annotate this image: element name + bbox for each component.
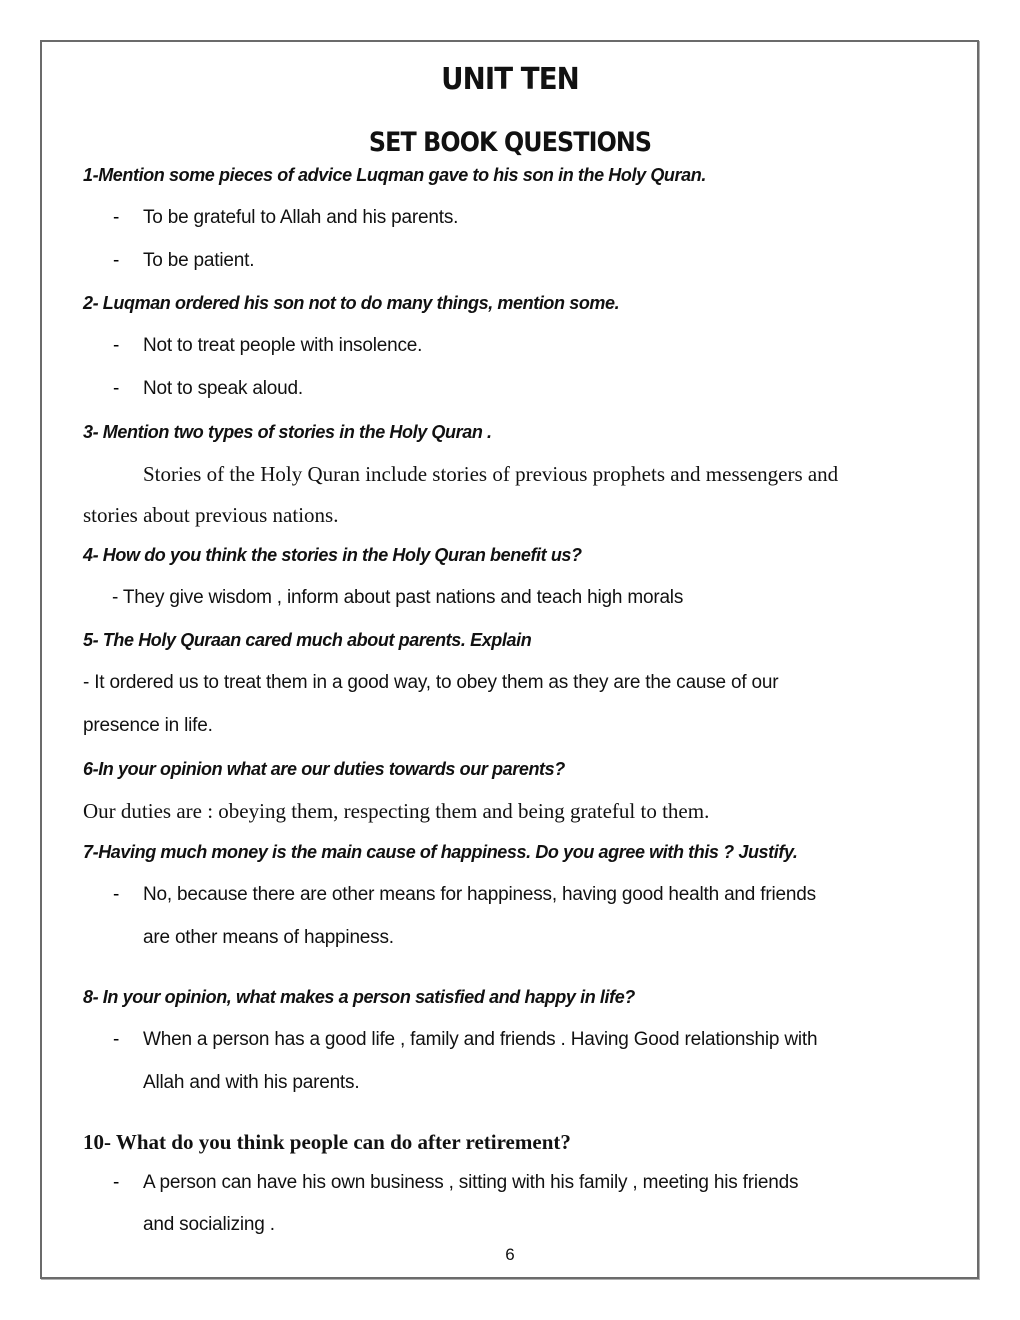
question-4: 4- How do you think the stories in the Holy Quran benefit us? (83, 545, 582, 565)
answer-7-1: No, because there are other means for happiness, having good health and friends (143, 884, 816, 905)
answer-7-2: are other means of happiness. (143, 927, 394, 948)
answer-10-1: A person can have his own business , sitting with his family , meeting his friends (143, 1172, 799, 1193)
question-5: 5- The Holy Quraan cared much about parents. Explain (83, 630, 532, 650)
answer-5-2: presence in life. (83, 715, 213, 736)
unit-title: UNIT TEN (441, 62, 579, 97)
bullet-dash: - (113, 250, 120, 271)
answer-2-2: Not to speak aloud. (143, 378, 303, 399)
question-6: 6-In your opinion what are our duties towards our parents? (83, 759, 565, 779)
answer-10-2: and socializing . (143, 1214, 275, 1235)
answer-8-2: Allah and with his parents. (143, 1072, 360, 1093)
answer-3-2: stories about previous nations. (83, 503, 339, 527)
bullet-dash: - (113, 207, 120, 228)
question-10: 10- What do you think people can do after retirement? (83, 1130, 571, 1154)
answer-6-1: Our duties are : obeying them, respecting them and being grateful to them. (83, 799, 710, 823)
bullet-dash: - (113, 1172, 120, 1193)
bullet-dash: - (113, 378, 120, 399)
bullet-dash: - (113, 335, 120, 356)
page-number: 6 (505, 1245, 515, 1264)
answer-3-1: Stories of the Holy Quran include stories of previous prophets and messengers and (143, 462, 839, 486)
answer-1-1: To be grateful to Allah and his parents. (143, 207, 459, 228)
question-1: 1-Mention some pieces of advice Luqman gave to his son in the Holy Quran. (83, 165, 706, 185)
question-3: 3- Mention two types of stories in the Holy Quran . (83, 422, 492, 442)
bullet-dash: - (113, 1029, 120, 1050)
section-title: SET BOOK QUESTIONS (368, 127, 652, 158)
question-2: 2- Luqman ordered his son not to do many things, mention some. (83, 293, 620, 313)
answer-8-1: When a person has a good life , family and friends . Having Good relationship with (143, 1029, 818, 1050)
question-7: 7-Having much money is the main cause of happiness. Do you agree with this ? Justify. (83, 842, 798, 862)
answer-4-1: - They give wisdom , inform about past nations and teach high morals (112, 587, 684, 608)
answer-5-1: - It ordered us to treat them in a good way, to obey them as they are the cause of our (83, 672, 779, 693)
answer-1-2: To be patient. (143, 250, 255, 271)
bullet-dash: - (113, 884, 120, 905)
answer-2-1: Not to treat people with insolence. (143, 335, 423, 356)
question-8: 8- In your opinion, what makes a person satisfied and happy in life? (83, 987, 635, 1007)
